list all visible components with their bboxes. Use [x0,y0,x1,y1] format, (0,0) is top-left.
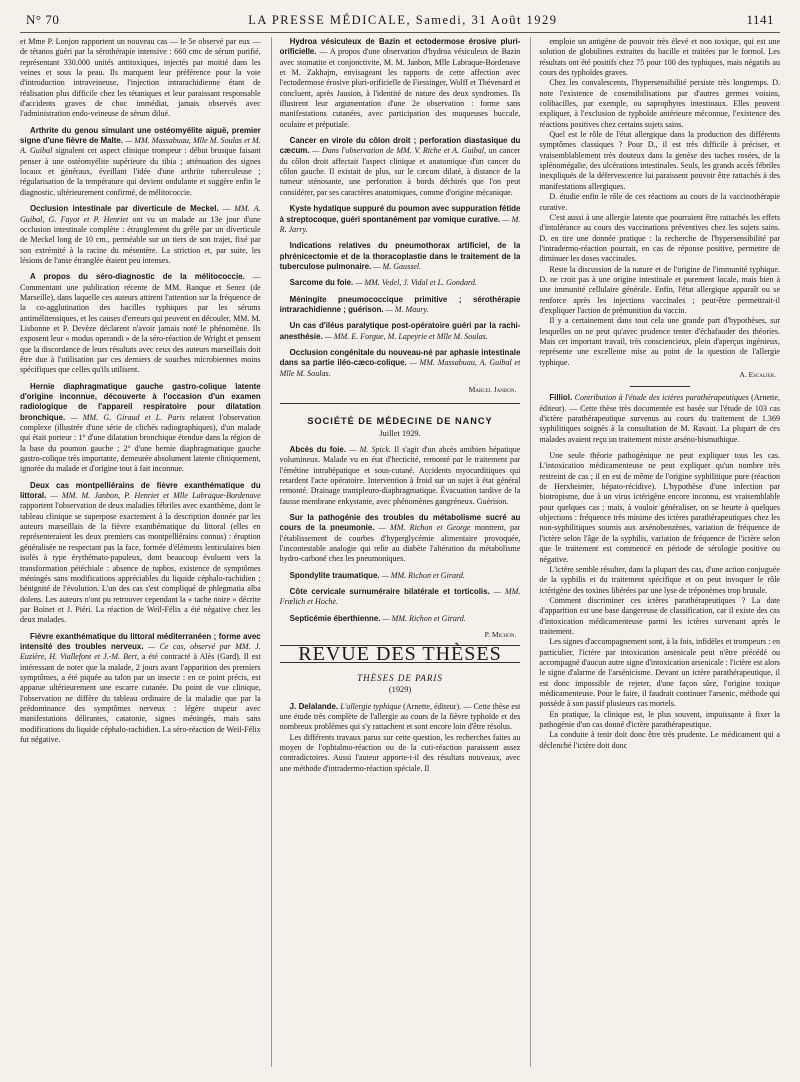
column-3 [530,37,780,1067]
review-filliol [539,393,780,445]
society-title: SOCIÉTÉ DE MÉDECINE DE NANCY [307,416,493,427]
abstract-item [20,272,261,375]
theses-year: (1929) [388,685,412,695]
paragraph: Les signes d'accompagnement sont, à la fois, infidèles et trompeurs : en particulier, l'ictère par intoxication arsenicale peut n'être précédé ou accompagné d'aucun autre signe d'intoxication arsenicale : l'ictère est alors le signe d'alarme de l'arsénicisme. Devant un ictère parathérapeutique, il est donc impossible de rejeter, d'une façon sûre, l'origine toxique médicamenteuse. Pour le faire, il faudrait continuer l'arsenic, méthode qui possède à son passif plusieurs cas mortels. [539,637,781,709]
abstract-item [280,241,521,272]
abstract-authors: — M. Gaussel. [371,261,422,271]
abstract-item [20,382,261,475]
journal-page [20,0,780,1062]
abstract-title: Septicémie éberthienne. [289,613,381,623]
abstract-title: Occlusion intestinale par diverticule de Meckel. [30,204,219,214]
abstract-item [280,136,521,198]
abstract-text: a été contracté à Alès (Gard). Il est intéressant de noter que la malade, 2 jours avant l'apparition des premiers symptômes, a été piquée au talon par un insecte : en ce point précis, est apparue ultérieurement une escarre cutanée. Du point de vue clinique, l'observation ne diffère du tableau ordinaire de la maladie que par la prédominance des symptômes nerveux : légère stupeur avec manifestations délirantes, catatonie, signes méningés, mais sans modifications du liquide céphalo-rachidien. La séro-réaction de Weil-Félix fut négative. [20,652,261,744]
abstract-item [20,126,261,198]
abstract-title: Sur la pathogénie des troubles du métabolisme sucré au cours de la pneumonie. [279,513,521,533]
abstract-text: rapportent l'observation de deux maladies fébriles avec exanthème, dont le tableau clinique se superpose exactement à la description donnée par les auteurs marseillais de la fièvre exanthématique du littoral (elles en représenteraient les deux premiers cas montpelliérains connus) : éruption généralisée ne respectant pas la face, formée d'éléments lenticulaires bien isolés à type érythémato-papuleux, dont beaucoup évoluent vers la transformation pétéchiale : absence de tuphos, existence de symptômes méningés sans modifications appréciables du liquide céphalo-rachidien ; bénignité de l'évolution. L'un des cas s'est compliqué de phlegmatia alba dolens. Les auteurs n'ont pu retrouver cependant la « tache noire » décrite par Boinet et J. Piéri. La réaction de Weil-Félix a été négative chez les deux malades. [20,501,261,625]
review-paragraph: Les différents travaux parus sur cette question, les recherches faites au moyen de l'ophtalmo-réaction ou de la cuti-réaction paraissent assez contradictoires. Aussi l'auteur apporte-t-il des résultats nouveaux, avec une méthode d'intradermo-réaction spéciale. Il [279,732,521,773]
abstract-title: Deux cas montpelliérains de fièvre exanthématique du littoral. [20,480,261,501]
running-header [20,12,780,33]
column-2 [271,37,521,1067]
folio-number: 1141 [746,12,774,27]
paragraph: Une seule théorie pathogénique ne peut expliquer tous les cas. L'intoxication médicamenteuse ne peut expliquer qu'un nombre très restreint de cas ; il en est de même de l'origine syphilitique pure (réaction de Herxheimer, hépato-récidive). L'hypothèse d'une infection par biotropisme, due à un virus ictérigène encore inconnu, est vraisemblable pour quelques cas ; mais, à vouloir généraliser, on se heurte à quelques objections : fréquence très minime des ictères parathérapeutiques chez les non-syphilitiques soumis aux arsénobenzènes, variation de fréquence de l'ictère selon l'âge de la syphilis, variation de fréquence de l'ictère selon que le traitement est commencé en période de sérologie positive ou négative. [539,451,781,564]
abstract-authors: — MM. Massabuau, Mlle M. Soulas et M. A. Guibal [20,136,261,156]
abstract-title: Hernie diaphragmatique gauche gastro-colique latente d'origine inconnue, découverte à l'occasion d'un examen radiologique de l'appareil respiratoire pour dilatation bronchique. [20,381,261,422]
intro-paragraph: et Mme P. Lonjon rapportent un nouveau cas — le 5e observé par eux — de tétanos guéri par la sérothérapie intensive : 660 cmc de sérum purifié, représentant 330.000 unités antitoxiques, injectés par moitié dans les veines et sous la peau. Ils marquent leur préférence pour la voie d'introduction intraveineuse, l'injection intrarachidienne étant de réalisation plus difficile chez les tétaniques et leur paraissant responsable d'accidents graves de choc immédiat, jamais observés avec l'administration endo-veineuse de sérum dilué. [20,37,261,119]
abstract-item [280,278,521,288]
abstract-item [20,632,261,746]
abstract-title: Sarcome du foie. [289,278,354,288]
abstract-title: Kyste hydatique suppuré du poumon avec suppuration fétide à streptocoque, guéri spontanément par vomique curative. [279,204,521,224]
abstract-authors: — MM. Massabuau, A. Guibal et Mlle M. Soulas. [279,358,521,378]
paragraph: Chez les convalescents, l'hypersensibilité persiste très longtemps. D. note l'existence de cosensibilisations par d'autres germes voisins, colibacilles, par exemple, ou saprophytes intestinaux. Elles peuvent expliquer, à l'exclusion de typhoïde antérieure méconnue, l'existence des réactions positives chez certains sujets sains. [539,78,781,129]
section-rule [280,403,521,404]
abstract-item [280,614,521,624]
columns [20,37,780,1067]
abstract-item [20,481,261,626]
page-number: N° 70 [26,12,60,27]
review-work: Contribution à l'étude des ictères parathérapeutiques [572,393,749,403]
abstract-authors: — M. Spick. [346,445,391,454]
abstract-title: Cancer en virole du côlon droit ; perforation diastasique du cæcum. [279,136,521,156]
society-date: Juillet 1929. [379,428,421,438]
review-text: (Arnette, éditeur). — Cette thèse est une étude très complète de l'allergie au cours de la fièvre typhoïde et des nombreux problèmes qui s'y rattachent et sont encore loin d'être résolus. [279,701,521,732]
abstract-authors: — MM. A. Guibal, G. Fayot et P. Henriet [20,204,261,224]
abstract-authors: — MM. E. Forgue, M. Lapeyrie et Mlle M. Soulas. [322,331,488,341]
abstract-authors: — MM. M. Janbon, P. Henriet et Mlle Labraque-Bordenave [46,491,261,501]
abstract-authors: — MM. Richon et Girard. [379,570,465,580]
abstract-title: Hydroa vésiculeux de Bazin et ectodermose érosive pluri-orificielle. [279,37,521,57]
abstract-item [280,295,521,316]
review-author: J. Delalande. [289,701,339,711]
review-text: (Arnette, éditeur). — Cette thèse très documentée est basée sur l'étude de 103 cas d'ictère parathérapeutique survenus au cours du traitement de 1.369 syphilitiques soignés à la consultation de M. Ravaut. La plupart de ces malades avaient reçu un traitement mixte arséno-bismuthique. [539,393,781,444]
abstract-item [20,204,261,266]
paragraph: Reste la discussion de la nature et de l'origine de l'immunité typhique. D. ne croit pas à une origine intestinale et purement locale, mais bien à une immunité cellulaire générale. Enfin, l'état allergique apparaît ou se renforce après les injections vaccinales ; peut-être permettrait-il d'expliquer l'action de prémunition du vaccin. [539,264,781,315]
column-1 [20,37,261,1067]
abstract-item [280,571,521,581]
abstract-authors: — MM. Frœlich et Hoche. [279,587,521,607]
abstract-title: Un cas d'iléus paralytique post-opératoire guéri par la rachi-anesthésie. [279,321,521,341]
abstract-authors: — MM. G. Giraud et L. Paris [65,412,185,422]
paragraph: La conduite à tenir doit donc être très prudente. Le médicament qui a déclenché l'ictère doit donc [539,730,781,750]
paragraph: Quel est le rôle de l'état allergique dans la production des différents symptômes classiques ? Pour D., il est très difficile à préciser, et vraisemblablement très douteux dans la genèse des taches rosées, de la splénomégalie, des ulcérations intestinales. Seuls, les grands accès fébriles inexpliqués de la défervescence lui paraissent pouvoir être rattachés à des manifestations allergiques. [539,130,781,191]
abstract-text: — Commentant une publication récente de MM. Ranque et Senez (de Marseille), dans laquelle ces auteurs attirent l'attention sur la fréquence de la co-agglutination des bacilles typhiques par les sérums antimélitensiques, et les causes d'erreurs qui peuvent en découler, MM. M. Lisbonne et P. Devèze déclarent n'avoir jamais noté le phénomène. Ils exposent leur « modus operandi » de la séro-réaction de Wright et pensent que la discordance de leurs résultats avec ceux des auteurs marseillais doit être due à l'utilisation par ces derniers de souches microbiennes moins spécifiques que celles qu'ils utilisent. [20,272,261,375]
paragraph: En pratique, la clinique est, le plus souvent, impuissante à fixer la pathogénie d'un cas donné d'ictère parathérapeutique. [539,709,781,729]
abstract-authors: — M. Maury. [383,304,429,314]
paragraph: D. étudie enfin le rôle de ces réactions au cours de la vaccinothérapie curative. [539,192,781,212]
abstract-title: Méningite pneumococcique primitive ; sérothérapie intrarachidienne ; guérison. [279,294,521,314]
separator [630,386,690,387]
abstract-text: un cancer du côlon droit affectait l'aspect clinique et anatomique d'un cancer du côlon gauche. Il existait de plus, sur le cæcum dilaté, à distance de la tumeur sténosante, une perforation à bords déchirés que l'on peut considérer, par ses caractères anatomiques, comme d'origine mécanique. [279,146,521,197]
abstract-title: Spondylite traumatique. [289,570,380,580]
abstract-item [280,204,521,235]
abstract-authors: — M. R. Jarry. [279,214,521,234]
abstract-item [280,587,521,608]
review-delalande [280,702,521,774]
abstract-text: — A propos d'une observation d'hydroa vésiculeux de Bazin avec stomatite et conjonctivite, M. M. Janbon, Mlle Labraque-Bordenave et M. Zakhajm, envisageant les rapports de cette affection avec l'ectodermose érosive pluri-orificielle de Fiessinger, Wolff et Thévenard et concluent, après Jausion, à l'identité de nature des deux syndromes. Ils illustrent leur argumentation d'une 2e observation : forme sans manifestations cutanées, avec participation des muqueuses buccale, oculaire et préputiale. [279,47,521,129]
abstract-text: montrent, par l'établissement de courbes d'hyperglycémie alimentaire provoquée, l'incontestable analogie qui relie au diabète l'altération du métabolisme hydro-carboné chez les pneumoniques. [279,523,521,564]
abstract-text: signalent cet aspect clinique trompeur : début brusque faisant penser à une ostéomyélite supérieure du tibia ; atténuation des signes locaux et généraux, éveillant l'idée d'une arthrite tuberculeuse ; régularisation de la température qui devient ondulante et suggère enfin le diagnostic, ultérieurement confirmé, de mélitococcie. [20,146,261,197]
abstract-title: Fièvre exanthématique du littoral méditerranéen ; forme avec intensité des troubles nerveux. [20,631,261,651]
abstract-item [280,37,521,130]
signature-janbon: Marcel Janbon. [468,384,517,394]
abstract-authors: — Ce cas, observé par MM. J. Euzière, H. Viallefont et J.-M. Bert, [20,641,261,662]
revue-title: REVUE DES THÈSES [280,645,521,663]
paragraph: Il y a certainement dans tout cela une grande part d'hypothèses, sur lesquelles on ne peut qu'avec prudence tenter d'échafauder des théories. Mais cet important travail, très consciencieux, plein d'aperçus ingénieux, représente une excellente mise au point de la question de l'allergie typhique. [539,316,781,367]
abstract-title: A propos du séro-diagnostic de la mélitococcie. [30,272,245,282]
abstract-authors: — Dans l'observation de MM. V. Riche et A. Guibal, [309,146,487,156]
review-work: L'allergie typhique [338,701,402,711]
abstract-title: Occlusion congénitale du nouveau-né par aphasie intestinale dans sa partie iléo-cæco-colique. [279,347,521,368]
abstract-item [280,321,521,342]
signature-escalier: A. Escalier. [739,370,777,379]
journal-title: LA PRESSE MÉDICALE, Samedi, 31 Août 1929 [248,13,558,27]
abstract-title: Indications relatives du pneumothorax artificiel, de la phrénicectomie et de la thoracoplastie dans le traitement de la tuberculose pulmonaire. [279,241,521,271]
abstract-text: Il s'agit d'un abcès amibien hépatique volumineux. Malade vu en état d'hecticité, remonté par le traitement par l'émétine intrahépatique et sous-cutané. Accidents myocarditiques qui retardent l'acte opératoire. Intervention à froid sur un sujet à état général remonté. Drainage transpleuro-diaphragmatique. Évacuation tardive de la fausse membrane enkystante, avec phénomènes gangréneux. Guérison. [279,445,521,506]
abstract-authors: — MM. Vedel, J. Vidal et L. Gondard. [353,278,477,288]
theses-title: THÈSES DE PARIS [357,672,443,683]
paragraph: emploie un antigène de pouvoir très élevé et non toxique, qui est une solution de globulines extraites du bacille et traitées par le formol. Les résultats ont été positifs chez 75 pour 100 des typhiques, mais négatifs au cours des typhoïdes graves. [539,37,781,78]
paragraph: L'ictère semble résulter, dans la plupart des cas, d'une action conjuguée de la syphilis et du traitement spécifique et on peut invoquer le rôle ictérigène des toxines libérées par une lyse de tréponèmes trop brutale. [539,564,781,595]
abstract-item [280,513,521,565]
abstract-authors: — MM. Richon et George [374,523,471,533]
paragraph: C'est aussi à une allergie latente que pourraient être rattachés les effets d'intolérance au cours des vaccinations préventives chez les sujets sains. D. en tire une donnée pratique : la recherche de l'hypersensibilité par l'intradermo-réaction pourrait, en cas de réponse positive, permettre de diminuer les doses vaccinales. [539,212,781,264]
abstract-title: Arthrite du genou simulant une ostéomyélite aiguë, premier signe d'une fièvre de Malte. [20,125,261,146]
abstract-item [280,445,521,507]
paragraph: Comment discriminer ces ictères parathérapeutiques ? La date d'apparition est une base dangereuse de classification, car il existe des cas d'intoxication médicamenteuse parmi les ictères survenant après le traitement. [539,595,781,636]
review-author: Filliol. [549,393,573,403]
abstract-item [280,348,521,379]
abstract-text: ont vu un malade au 13e jour d'une occlusion intestinale complète : étranglement du grêle par un diverticule de Meckel long de 10 cm., perméable sur un tiers de son trajet, fixé par son extrémité à la racine du mésentère. La striction et, par suite, les lésions de l'anse étranglée étaient peu intenses. [20,214,261,265]
abstract-title: Abcès du foie. [289,445,346,454]
abstract-title: Côte cervicale surnuméraire bilatérale et torticolis. [289,587,490,597]
abstract-text: relatent l'observation complexe (illustrée d'une série de clichés radiographiques), d'un malade qui était porteur : 1° d'une dilatation bronchique étendue dans la région de la base du poumon gauche ; 2° d'une hernie diaphragmatique gauche gastro-colique très importante, demeurée absolument latente cliniquement, ignorée du malade et d'origine tout à fait inconnue. [20,412,261,474]
abstract-authors: — MM. Richon et Girard. [380,613,466,623]
signature-michon: P. Michon. [484,630,517,640]
